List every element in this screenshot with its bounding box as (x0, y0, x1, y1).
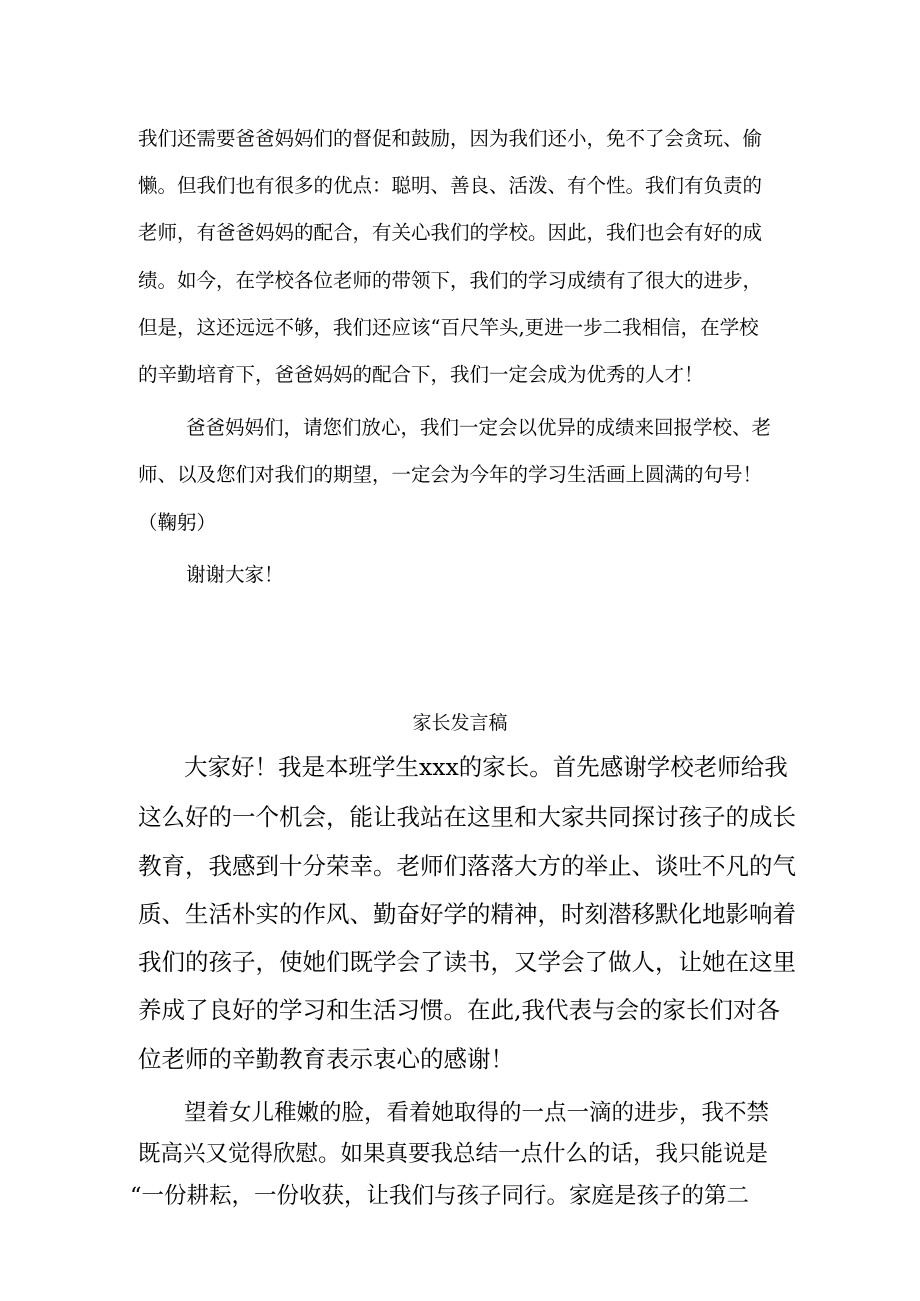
section1-closing: 谢谢大家！ (186, 563, 284, 586)
section2-p2-line-2: 既高兴又觉得欣慰。如果真要我总结一点什么的话，我只能说是 (138, 1141, 769, 1167)
section1-p1-line-3: 老师，有爸爸妈妈的配合，有关心我们的学校。因此，我们也会有好的成 (138, 221, 763, 244)
section1-p1-line-6: 的辛勤培育下，爸爸妈妈的配合下，我们一定会成为优秀的人才！ (138, 363, 704, 386)
section1-p2-line-3: （鞠躬） (138, 511, 217, 534)
section2-p1-line-7: 位老师的辛勤教育表示衷心的感谢！ (138, 1045, 514, 1073)
section1-p1-line-2: 懒。但我们也有很多的优点：聪明、善良、活泼、有个性。我们有负责的 (138, 174, 763, 197)
section1-p2-line-2: 师、以及您们对我们的期望，一定会为今年的学习生活画上圆满的句号！ (138, 463, 763, 486)
section2-p2-line-1: 望着女儿稚嫩的脸，看着她取得的一点一滴的进步，我不禁 (184, 1100, 770, 1126)
section2-p1-line-6: 养成了良好的学习和生活习惯。在此,我代表与会的家长们对各 (138, 996, 780, 1024)
section2-p1-line-4: 质、生活朴实的作风、勤奋好学的精神，时刻潜移默化地影响着 (138, 900, 796, 928)
section1-p2-line-1: 爸爸妈妈们，请您们放心，我们一定会以优异的成绩来回报学校、老 (186, 416, 772, 439)
section2-p1-line-3: 教育，我感到十分荣幸。老师们落落大方的举止、谈吐不凡的气 (138, 852, 796, 880)
section2-p1-line-2: 这么好的一个机会，能让我站在这里和大家共同探讨孩子的成长 (138, 803, 796, 831)
section2-p1-line-5: 我们的孩子，使她们既学会了读书，又学会了做人，让她在这里 (138, 948, 796, 976)
section1-p1-line-5: 但是，这还远远不够，我们还应该“百尺竿头,更进一步二我相信，在学校 (138, 316, 759, 339)
section2-p2-line-3: “一份耕耘，一份收获，让我们与孩子同行。家庭是孩子的第二 (130, 1183, 750, 1209)
section1-p1-line-1: 我们还需要爸爸妈妈们的督促和鼓励，因为我们还小，免不了会贪玩、偷 (138, 127, 763, 150)
section2-p1-line-1: 大家好！我是本班学生xxx的家长。首先感谢学校老师给我 (184, 753, 788, 781)
section1-p1-line-4: 绩。如今，在学校各位老师的带领下，我们的学习成绩有了很大的进步， (138, 269, 763, 292)
section2-title: 家长发言稿 (412, 712, 508, 734)
